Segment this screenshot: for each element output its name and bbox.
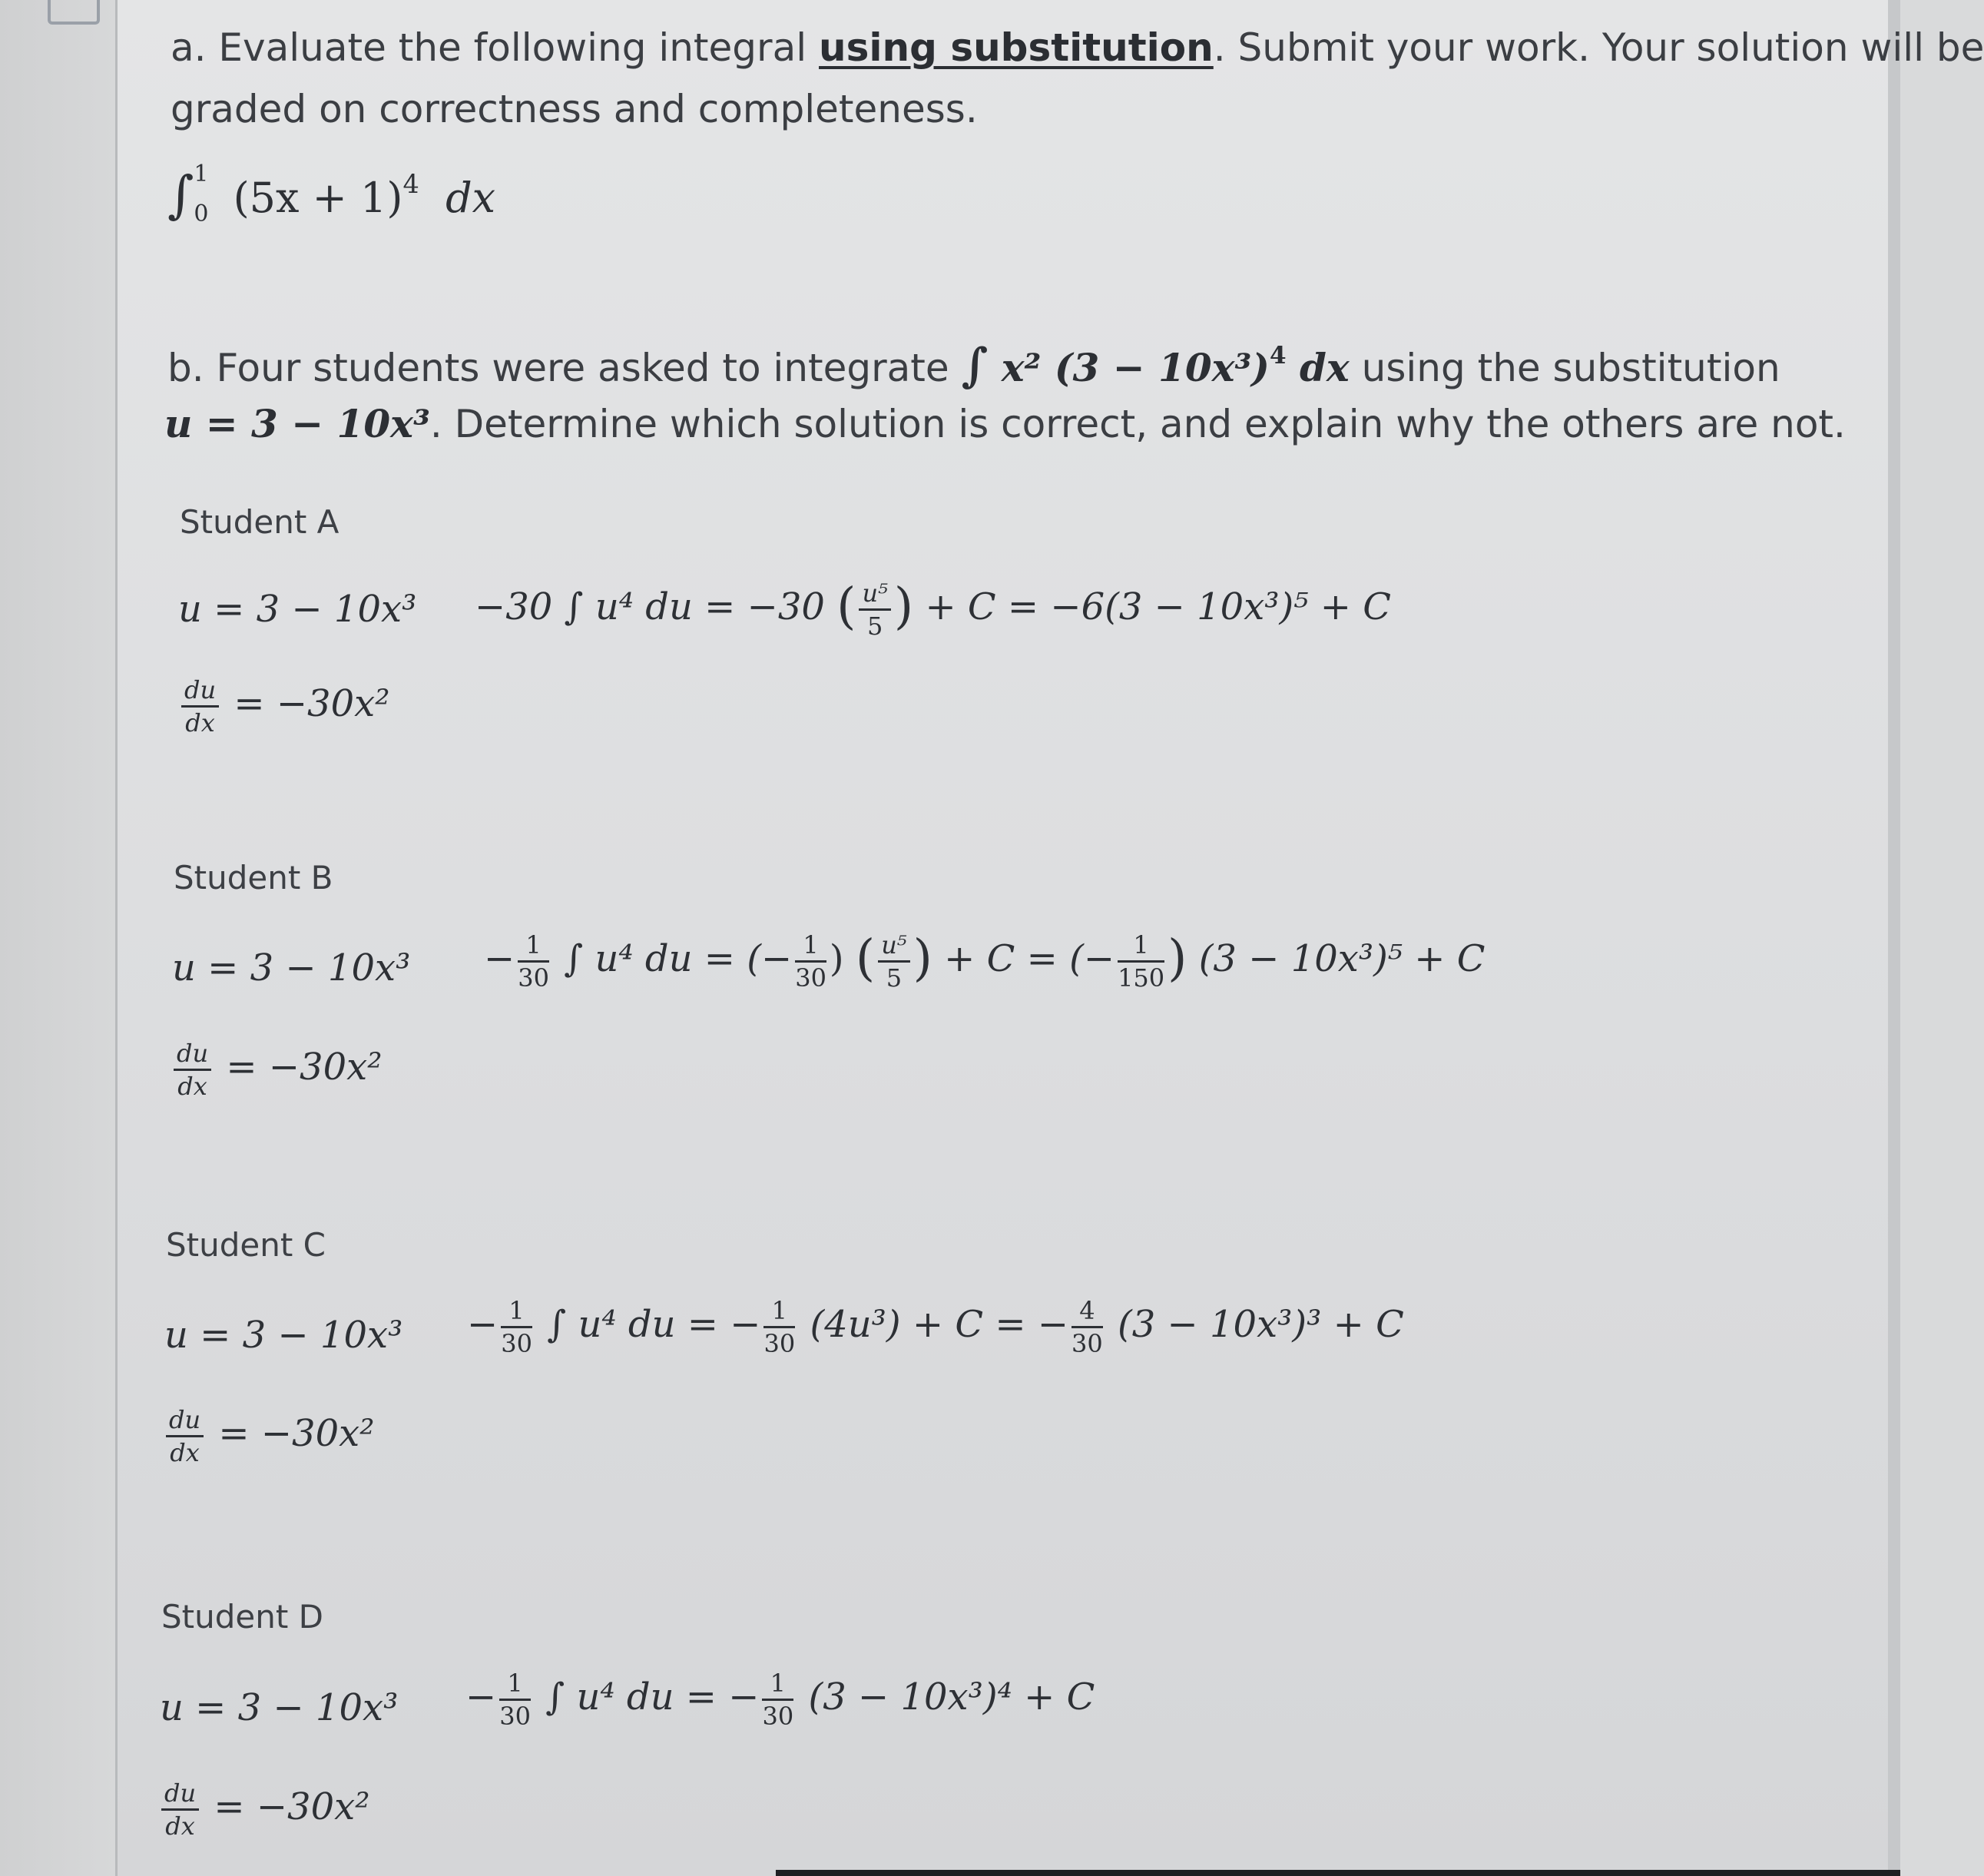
student-a-u-def: u = 3 − 10x³: [178, 588, 417, 631]
lower-limit: 0: [194, 201, 209, 227]
student-b-derivative: $\frac{du}{dx}$ = −30x²: [171, 1041, 382, 1099]
part-a-integral: ∫ 1 0 $(5x + 1)^4$ dx: [167, 161, 496, 227]
student-c-derivative: $\frac{du}{dx}$ = −30x²: [163, 1407, 374, 1465]
student-b-u-def: u = 3 − 10x³: [172, 946, 411, 989]
student-d-derivative: $\frac{du}{dx}$ = −30x²: [158, 1781, 369, 1838]
part-a-prompt-line2: graded on correctness and completeness.: [171, 87, 978, 131]
page-margin-line: [115, 0, 118, 1876]
student-c-label: Student C: [166, 1226, 326, 1264]
student-a-label: Student A: [180, 503, 339, 541]
student-d-u-def: u = 3 − 10x³: [160, 1686, 399, 1729]
student-a-work: −30 ∫ u⁴ du = −30 ( $\frac{\text{u⁵}}{5}$ ) + C = −6(3 − 10x³)⁵ + C: [475, 578, 1391, 641]
using-substitution-emphasis: using substitution: [819, 25, 1214, 70]
part-a-prompt-line1: a. Evaluate the following integral using substitution. Submit your work. Your solution will be: [171, 25, 1984, 70]
student-c-u-def: u = 3 − 10x³: [164, 1314, 403, 1357]
desk-edge: [0, 0, 115, 1876]
student-d-label: Student D: [161, 1598, 324, 1636]
part-b-prompt-line1: b. Four students were asked to integrate ∫ x² $(3 - 10x^3)^4$ dx using the substitution: [167, 339, 1780, 393]
student-b-label: Student B: [174, 859, 333, 897]
part-b-prompt-line2: u = 3 − 10x³. Determine which solution is correct, and explain why the others are not.: [164, 401, 1846, 446]
student-a-derivative: $\frac{du}{dx}$ = −30x²: [178, 678, 389, 735]
student-d-work: − $\frac{1}{30}$ ∫ u⁴ du = − $\frac{1}{30}$ (3 − 10x³)⁴ + C: [465, 1669, 1095, 1731]
screen-bottom-bezel: [776, 1870, 1900, 1876]
student-b-work: − $\frac{1}{30}$ ∫ u⁴ du = (− $\frac{1}{30}$ ) ( $\frac{\text{u⁵}}{5}$ ) + C = (− $\frac{1}{150}$ ) (3 − 10x³)⁵ + C: [484, 930, 1486, 993]
upper-limit: 1: [194, 161, 209, 187]
corner-tab-icon: [48, 0, 100, 25]
page-right-edge: [1888, 0, 1900, 1876]
student-c-work: − $\frac{1}{30}$ ∫ u⁴ du = − $\frac{1}{30}$ (4u³) + C = − $\frac{4}{30}$ (3 − 10x³)³ + C: [467, 1296, 1404, 1358]
